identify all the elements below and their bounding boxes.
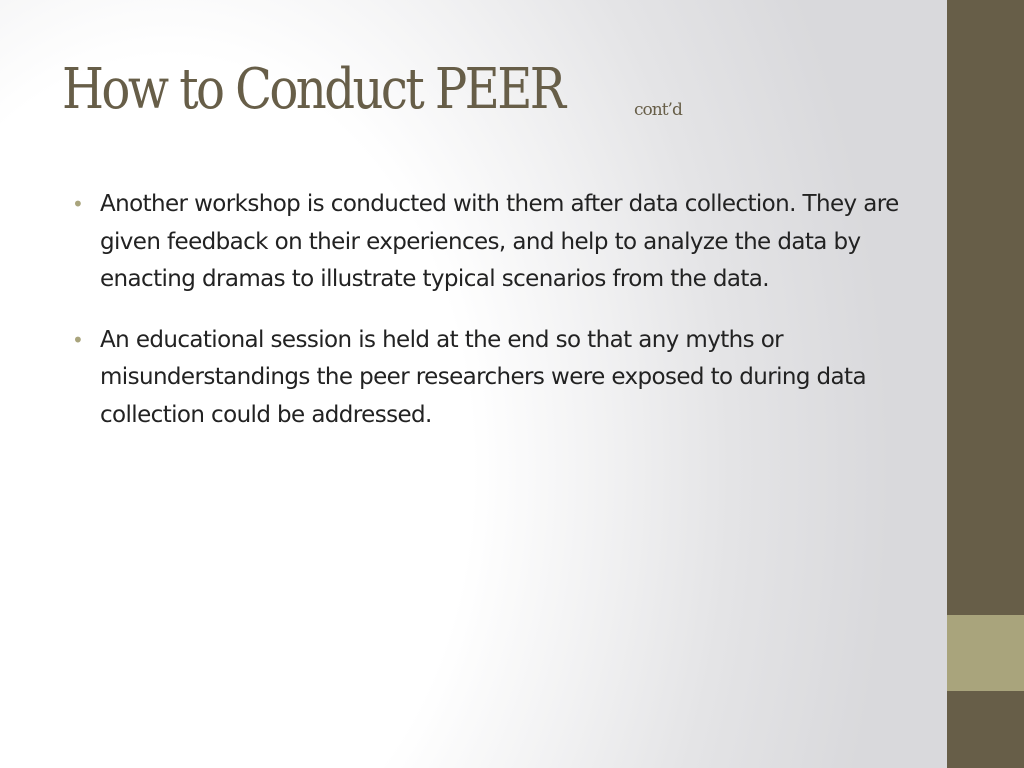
bullet-icon: • [72,192,84,216]
bullet-item [72,186,912,299]
bullet-text: Another workshop is conducted with them after data collection. They are given feedback on their experiences, and help to analyze the data by enacting dramas to illustrate typical scenarios from the data. [100,191,899,292]
bullet-list [72,186,912,457]
bullet-item [72,322,912,435]
title-suffix: cont’d [634,100,682,120]
side-accent-block [947,615,1024,691]
slide-title [62,57,682,122]
bullet-text: An educational session is held at the end so that any myths or misunderstandings the peer researchers were exposed to during data collection could be addressed. [100,326,866,428]
title-main: How to Conduct PEER [62,57,564,122]
bullet-icon: • [72,327,84,352]
